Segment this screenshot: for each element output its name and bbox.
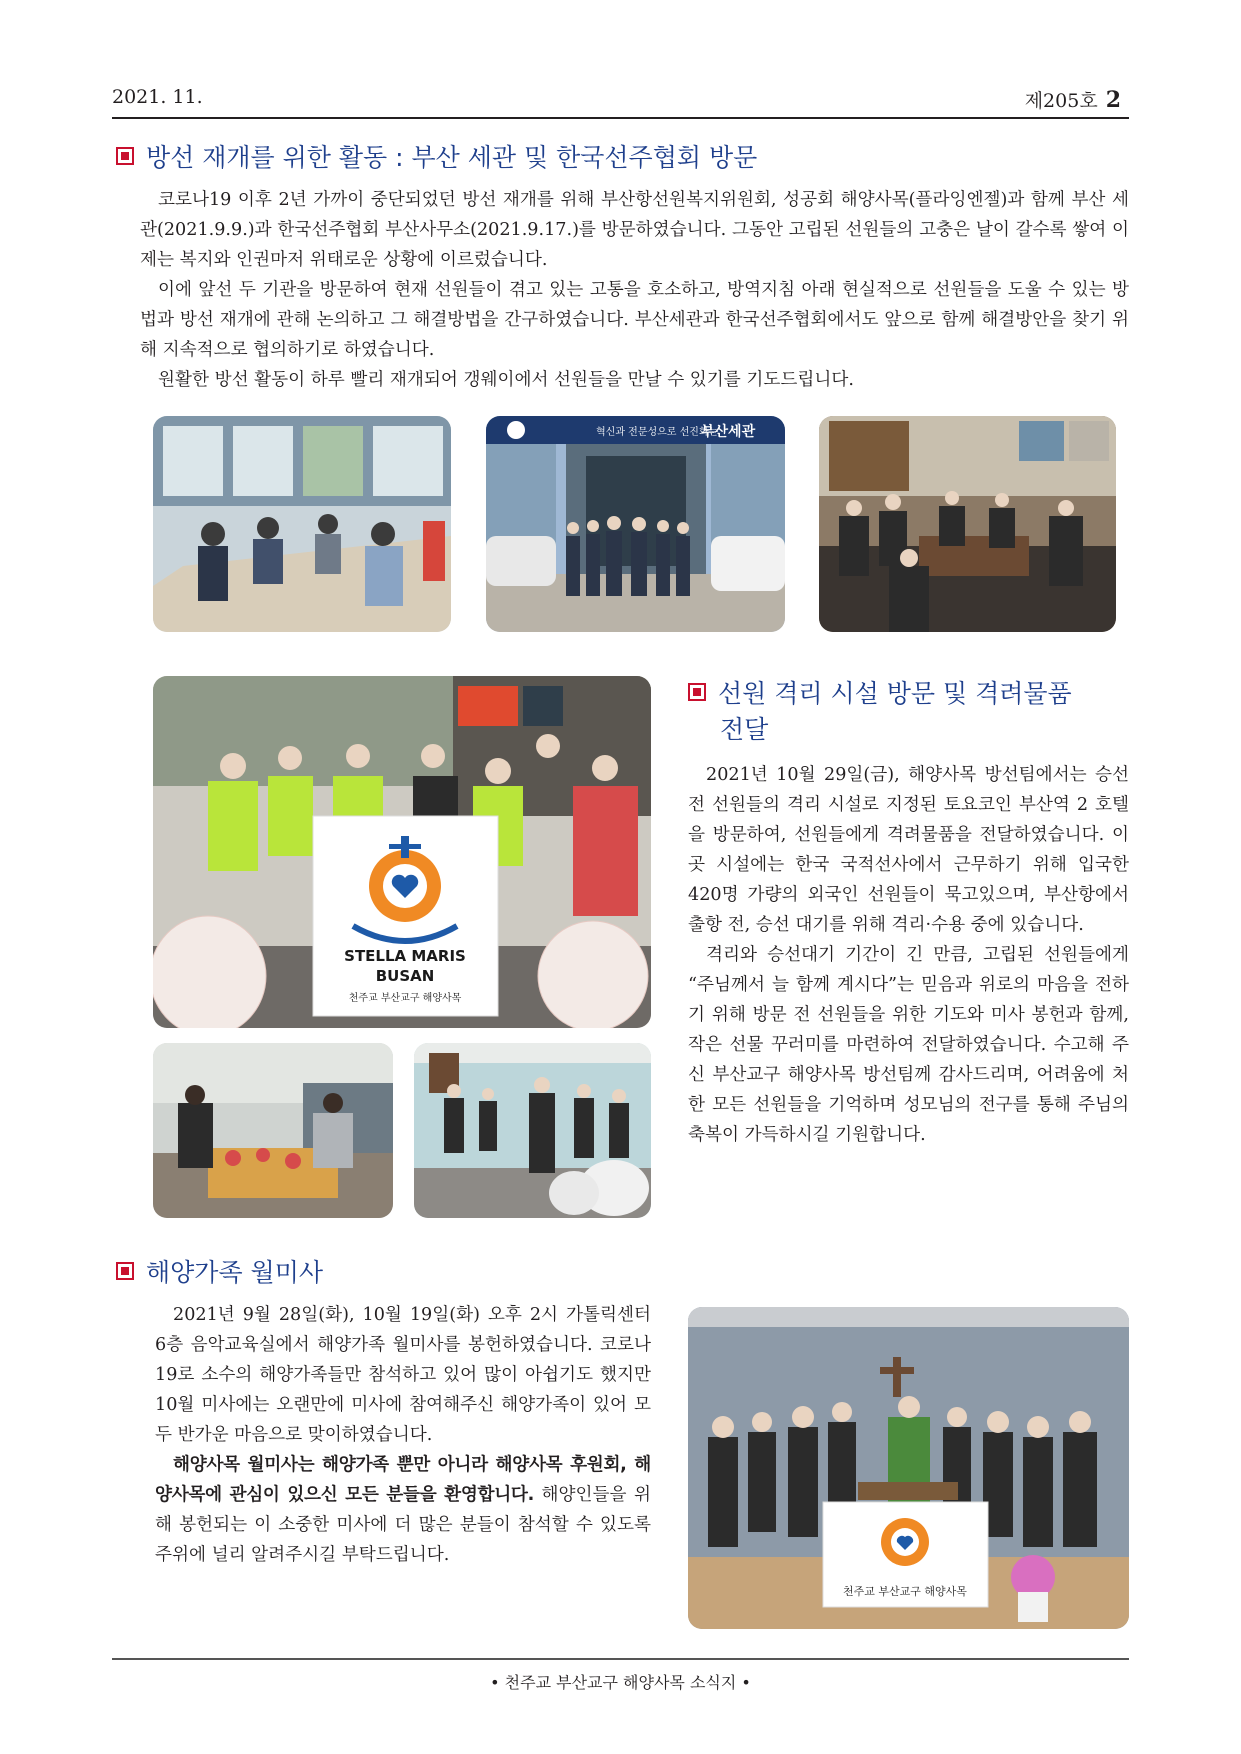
- section1-paragraph: 이에 앞선 두 기관을 방문하여 현재 선원들이 겪고 있는 고통을 호소하고, 방역지침 아래 현실적으로 선원들을 도울 수 있는 방법과 방선 재개에 관해 논의하고 그 해결방법을 간구하였습니다. 부산세관과 한국선주협회에서도 앞으로 함께 해결방안을 찾기 위해 지속적으로 협의하기로 하였습니다.: [140, 280, 1129, 360]
- section3-heading: [116, 1255, 323, 1291]
- photo-customs-entrance: [486, 416, 785, 632]
- section3-title: 해양가족 월미사: [146, 1258, 323, 1287]
- section2-title-line2: 전달: [720, 715, 769, 744]
- issue-label: 제205호: [1024, 90, 1098, 112]
- section1-body: [140, 185, 1129, 395]
- section1-paragraph: 코로나19 이후 2년 가까이 중단되었던 방선 재개를 위해 부산항선원복지위원회, 성공회 해양사목(플라잉엔젤)과 함께 부산 세관(2021.9.9.)과 한국선주협회 부산사무소(2021.9.17.)를 방문하였습니다. 그동안 고립된 선원들의 고충은 날이 갈수록 쌓여 이제는 복지와 인권마저 위태로운 상황에 이르렀습니다.: [140, 190, 1129, 270]
- bullet-square-icon: [116, 147, 134, 165]
- banner-org-name: 천주교 부산교구 해양사목: [348, 993, 462, 1004]
- banner-stella-maris: STELLA MARIS: [344, 947, 466, 965]
- section3-welcome-bold: 해양사목 월미사는 해양가족 뿐만 아니라 해양사목 후원회, 해양사목에 관심이 있으신 모든 분들을 환영합니다.: [155, 1455, 651, 1505]
- section1-paragraph: 원활한 방선 활동이 하루 빨리 재개되어 갱웨이에서 선원들을 만날 수 있기를 기도드립니다.: [158, 370, 854, 390]
- photo-shipowners-office: [819, 416, 1116, 632]
- section2-heading: [688, 676, 1129, 748]
- photo-packing-gifts: [153, 1043, 393, 1218]
- section3-paragraph: [155, 1450, 651, 1570]
- customs-sign: 부산세관: [701, 424, 756, 440]
- issue-number: [1025, 86, 1121, 113]
- page-number: 2: [1105, 87, 1121, 113]
- section3-paragraph: 2021년 9월 28일(화), 10월 19일(화) 오후 2시 가톨릭센터 6층 음악교육실에서 해양가족 월미사를 봉헌하였습니다. 코로나19로 소수의 해양가족들만 참석하고 있어 많이 아쉽기도 했지만 10월 미사에는 오랜만에 미사에 참여해주신 해양가족이 있어 모두 반가운 마음으로 맞이하였습니다.: [155, 1305, 651, 1445]
- bullet-square-icon: [116, 1262, 134, 1280]
- mass-banner-text: 천주교 부산교구 해양사목: [843, 1585, 967, 1598]
- customs-slogan: 혁신과 전문성으로 선진화는: [596, 427, 719, 438]
- section3-body: [155, 1300, 651, 1570]
- photo-hotel-donation: [153, 676, 651, 1028]
- section2-body: [688, 760, 1129, 1150]
- footer-rule: [112, 1658, 1129, 1660]
- banner-busan: BUSAN: [375, 967, 435, 985]
- section2-title-line1: 선원 격리 시설 방문 및 격려물품: [718, 679, 1072, 708]
- header-rule: [112, 117, 1129, 119]
- bullet-square-icon: [688, 683, 706, 701]
- section3-paragraph2-rest: 해양인들을 위해 봉헌되는 이 소중한 미사에 더 많은 분들이 참석할 수 있도록 주위에 널리 알려주시길 부탁드립니다.: [155, 1485, 651, 1565]
- section1-title: 방선 재개를 위한 활동 : 부산 세관 및 한국선주협회 방문: [146, 143, 758, 172]
- issue-date: 2021. 11.: [112, 86, 203, 108]
- section2-paragraph: 격리와 승선대기 기간이 긴 만큼, 고립된 선원들에게 “주님께서 늘 함께 계시다”는 믿음과 위로의 마음을 전하기 위해 방문 전 선원들을 위한 기도와 미사 봉헌과 함께, 작은 선물 꾸러미를 마련하여 전달하였습니다. 수고해 주신 부산교구 해양사목 방선팀께 감사드리며, 어려움에 처한 모든 선원들을 기억하며 성모님의 전구를 통해 주님의 축복이 가득하시길 기원합니다.: [688, 945, 1129, 1145]
- footer-text: • 천주교 부산교구 해양사목 소식지 •: [490, 1673, 751, 1692]
- section1-heading: [116, 140, 757, 176]
- photo-prayer-mass: [414, 1043, 651, 1218]
- photo-monthly-mass: [688, 1307, 1129, 1629]
- section2-paragraph: 2021년 10월 29일(금), 해양사목 방선팀에서는 승선 전 선원들의 격리 시설로 지정된 토요코인 부산역 2 호텔을 방문하여, 선원들에게 격려물품을 전달하였습니다. 이곳 시설에는 한국 국적선사에서 근무하기 위해 입국한 420명 가량의 외국인 선원들이 묵고있으며, 부산항에서 출항 전, 승선 대기를 위해 격리·수용 중에 있습니다.: [688, 765, 1129, 935]
- photo-customs-meeting: [153, 416, 451, 632]
